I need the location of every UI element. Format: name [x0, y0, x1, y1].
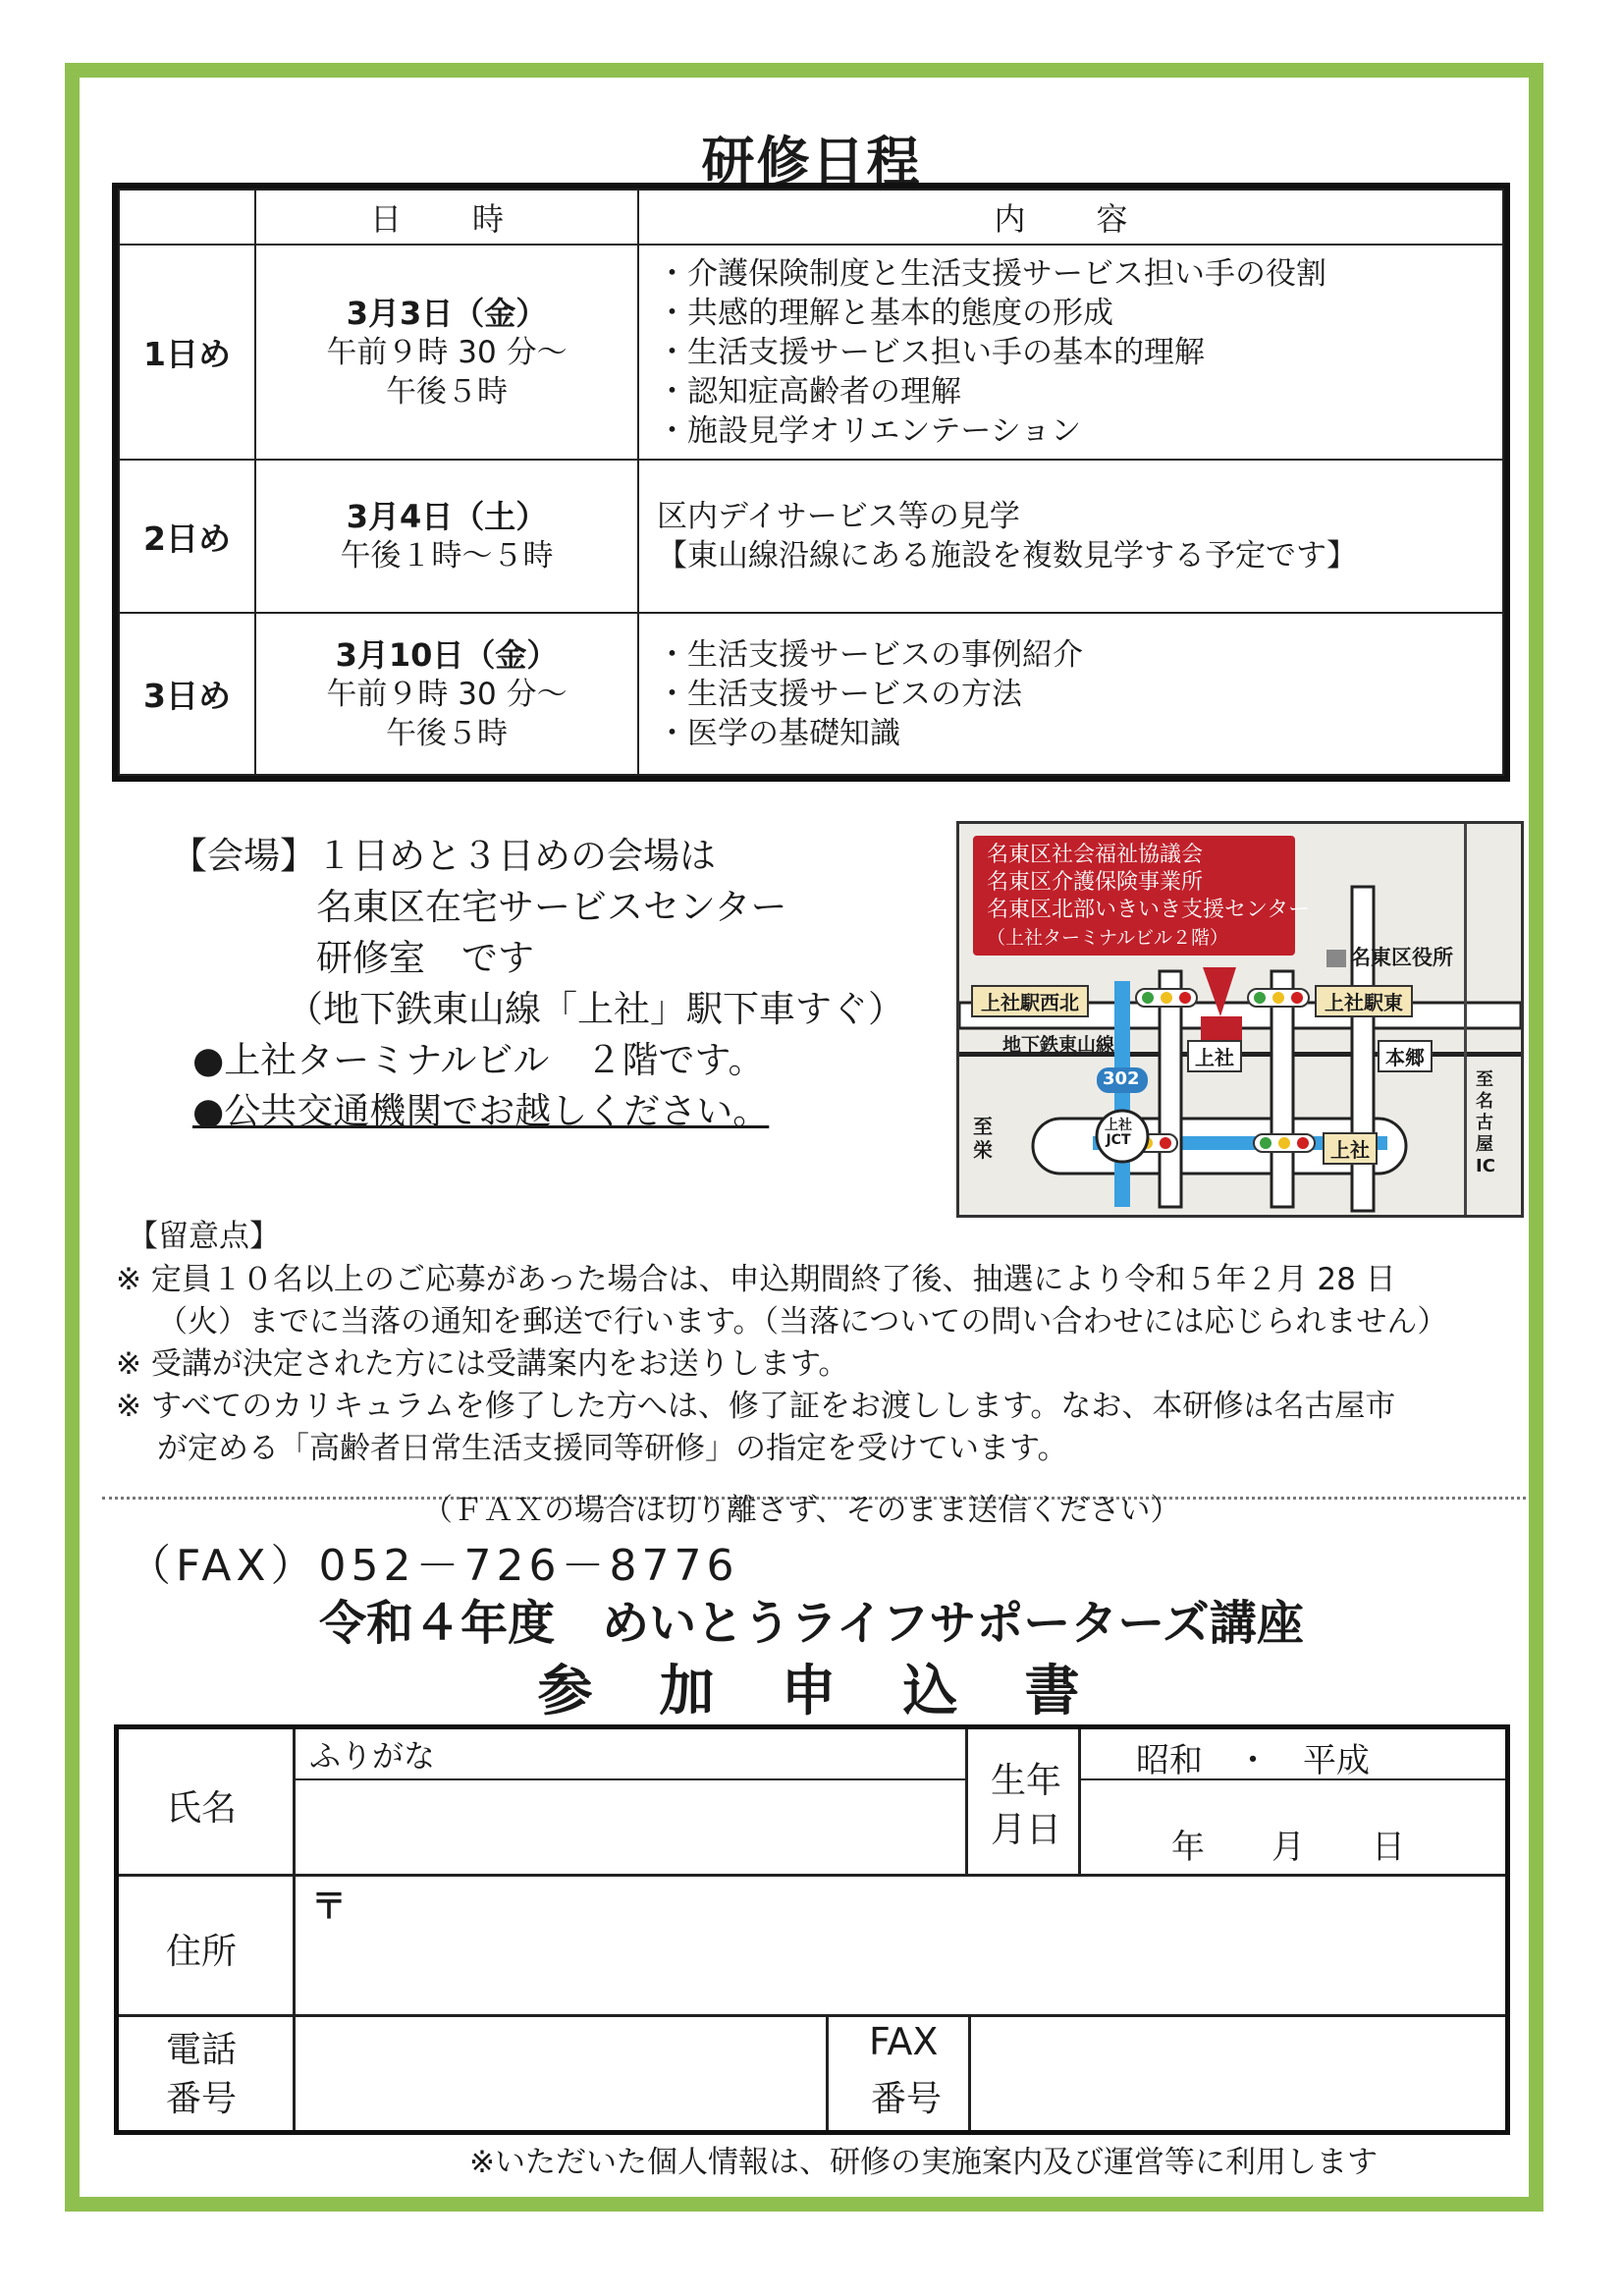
- list-item: ・施設見学オリエンテーション: [657, 412, 1082, 449]
- note-3b: が定める「高齢者日常生活支援同等研修」の指定を受けています。: [157, 1431, 1068, 1466]
- phone-label-2: 番号: [166, 2079, 238, 2119]
- list-item: ・共感的理解と基本的態度の形成: [657, 295, 1113, 331]
- header-datetime: 日 時: [255, 190, 638, 245]
- day-datetime: [255, 460, 638, 614]
- day-datetime: [255, 245, 638, 460]
- day-content: [638, 245, 1503, 460]
- venue-line-5: ●上社ターミナルビル ２階です。: [192, 1039, 765, 1081]
- list-item: ・介護保険制度と生活支援サービス担い手の役割: [657, 255, 1326, 292]
- venue-line-6: ●公共交通機関でお越しください。: [192, 1090, 770, 1132]
- day-date: 3月4日（土）: [346, 498, 548, 536]
- list-item: ・認知症高齢者の理解: [657, 373, 961, 410]
- ward-office-icon: [1326, 950, 1346, 967]
- form-title: 参 加 申 込 書: [537, 1660, 1086, 1723]
- list-item: 【東山線沿線にある施設を複数見学する予定です】: [657, 538, 1357, 574]
- name-label: 氏名: [166, 1788, 238, 1829]
- note-1b: （火）までに当落の通知を郵送で行います。（当落についての問い合わせには応じられません）: [157, 1304, 1448, 1339]
- route-302: [1114, 981, 1130, 1207]
- access-map: [956, 821, 1524, 1218]
- schedule-title: 研修日程: [701, 131, 922, 192]
- note-1a: ※ 定員１０名以上のご応募があった場合は、申込期間終了後、抽選により令和５年２月 28 日: [116, 1262, 1396, 1297]
- to-sakae-label: 至栄: [973, 1115, 993, 1162]
- fax-instruction: （ＦＡＸの場合は切り離さず、そのまま送信ください）: [422, 1493, 1181, 1528]
- list-item: 区内デイサービス等の見学: [657, 499, 1020, 535]
- notes-heading: 【留意点】: [128, 1219, 280, 1254]
- subway-label: 地下鉄東山線: [1002, 1034, 1115, 1056]
- jct-label: 上社 JCT: [1105, 1118, 1132, 1148]
- furigana-input[interactable]: [433, 1733, 959, 1777]
- venue-line-4: （地下鉄東山線「上社」駅下車すぐ）: [287, 988, 904, 1030]
- traffic-signal-icon: [1248, 989, 1309, 1007]
- table-row: [119, 460, 1503, 614]
- kamiyashiro-ic-label: 上社: [1323, 1132, 1378, 1165]
- application-form: [114, 1724, 1510, 2135]
- day-date: 3月3日（金）: [346, 294, 548, 332]
- name-input[interactable]: [298, 1782, 961, 1871]
- station-label: 上社: [1187, 1040, 1242, 1072]
- day-label: 3日め: [119, 613, 255, 775]
- fax-input[interactable]: [973, 2020, 1501, 2126]
- fax-label-1: FAX: [869, 2020, 939, 2063]
- phone-label-1: 電話: [166, 2030, 238, 2070]
- day-content: [638, 613, 1503, 775]
- course-title: 令和４年度 めいとうライフサポーターズ講座: [319, 1596, 1304, 1651]
- day-time-start: 午後１時～５時: [340, 538, 554, 574]
- day-datetime: [255, 613, 638, 775]
- venue-line-2: 名東区在宅サービスセンター: [316, 886, 787, 928]
- day-label: 2日め: [119, 460, 255, 614]
- hongo-label: 本郷: [1378, 1040, 1433, 1072]
- birthdate-input[interactable]: 年 月 日: [1171, 1828, 1405, 1867]
- venue-line-3: 研修室 です: [316, 937, 534, 979]
- traffic-signal-icon: [1254, 1134, 1315, 1152]
- schedule-header-row: [119, 190, 1503, 245]
- day-content: [638, 460, 1503, 614]
- to-nagoya-label: 至名古屋IC: [1476, 1069, 1495, 1176]
- header-content: 内 容: [638, 190, 1503, 245]
- birth-label-1: 生年: [991, 1761, 1062, 1801]
- fax-number: （FAX）052－726－8776: [128, 1541, 739, 1591]
- day-time-end: 午後５時: [386, 373, 508, 410]
- schedule-table: [112, 183, 1510, 782]
- birth-label-2: 月日: [991, 1810, 1062, 1850]
- list-item: ・生活支援サービスの事例紹介: [657, 636, 1083, 673]
- list-item: ・生活支援サービスの方法: [657, 676, 1022, 712]
- address-input[interactable]: [298, 1879, 1501, 2012]
- note-3a: ※ すべてのカリキュラムを修了した方へは、修了証をお渡しします。なお、本研修は名古屋市: [116, 1389, 1396, 1424]
- route-number: 302: [1103, 1068, 1140, 1089]
- venue-line-1: 【会場】１日めと３日めの会場は: [171, 835, 716, 877]
- postal-mark: 〒: [311, 1886, 348, 1927]
- table-row: [119, 245, 1503, 460]
- table-row: [119, 613, 1503, 775]
- phone-input[interactable]: [298, 2020, 824, 2126]
- note-2: ※ 受講が決定された方には受講案内をお送りします。: [116, 1346, 849, 1382]
- kamiyashiro-east-label: 上社駅東: [1315, 985, 1413, 1017]
- expressway-line: [1464, 824, 1467, 1215]
- list-item: ・医学の基礎知識: [657, 715, 900, 751]
- furigana-label: ふりがな: [309, 1737, 436, 1775]
- day-label: 1日め: [119, 245, 255, 460]
- fax-label-2: 番号: [871, 2079, 943, 2119]
- day-time-start: 午前９時 30 分～: [326, 334, 568, 370]
- era-selector[interactable]: 昭和 ・ 平成: [1136, 1741, 1370, 1780]
- traffic-signal-icon: [1136, 989, 1197, 1007]
- day-date: 3月10日（金）: [335, 635, 559, 674]
- ward-office-label: 名東区役所: [1350, 946, 1453, 969]
- kamiyashiro-nw-label: 上社駅西北: [971, 985, 1089, 1017]
- privacy-note: ※いただいた個人情報は、研修の実施案内及び運営等に利用します: [469, 2145, 1378, 2180]
- day-time-start: 午前９時 30 分～: [326, 676, 568, 712]
- list-item: ・生活支援サービス担い手の基本的理解: [657, 334, 1205, 370]
- address-label: 住所: [166, 1932, 238, 1972]
- day-time-end: 午後５時: [386, 715, 508, 751]
- map-callout: 名東区社会福祉協議会 名東区介護保険事業所 名東区北部いきいき支援センター （上社ターミナルビル２階）: [973, 836, 1295, 956]
